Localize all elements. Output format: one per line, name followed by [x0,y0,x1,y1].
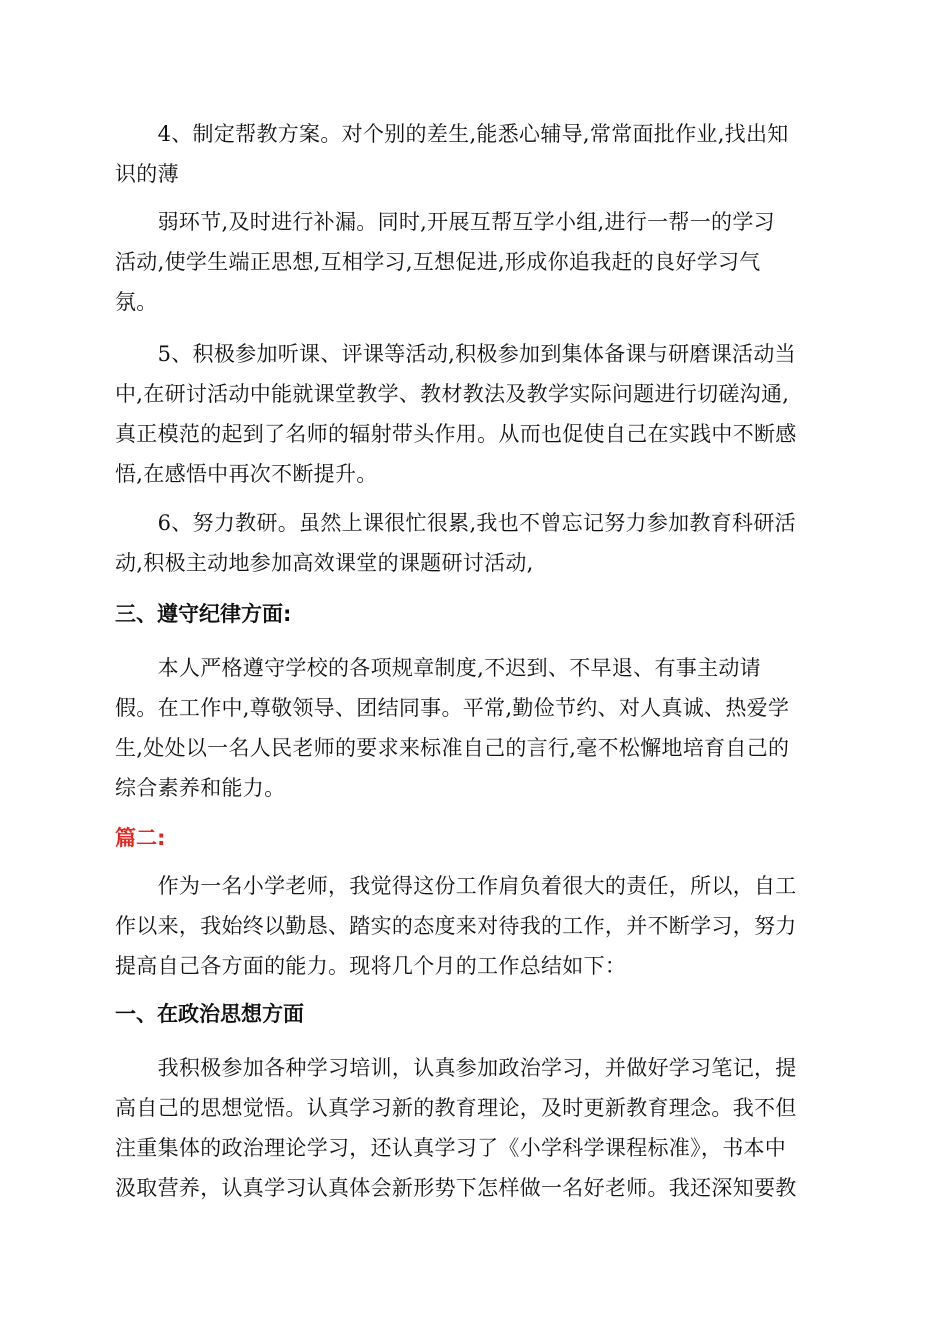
text-line: 动,积极主动地参加高效课堂的课题研讨活动, [115,551,534,575]
paragraph-discipline [115,648,835,808]
text-line: 我积极参加各种学习培训，认真参加政治学习，并做好学习笔记，提 [115,1056,797,1080]
paragraph-politics [115,1048,835,1208]
section-heading-discipline: 三、遵守纪律方面: [115,602,292,626]
text-line: 真正模范的起到了名师的辐射带头作用。从而也促使自己在实践中不断感 [115,422,797,446]
text-line: 中,在研讨活动中能就课堂教学、教材教法及教学实际问题进行切磋沟通, [115,382,790,406]
part-two-title: 篇二: [115,826,166,850]
text-line: 活动,使学生端正思想,互相学习,互想促进,形成你追我赶的良好学习气 [115,250,761,274]
text-line: 识的薄 [115,162,179,186]
paragraph-intro [115,866,835,986]
text-line: 作以来，我始终以勤恳、踏实的态度来对待我的工作，并不断学习，努力 [115,914,797,938]
text-line: 6、努力教研。虽然上课很忙很累,我也不曾忘记努力参加教育科研活 [115,511,796,535]
text-line: 氛。 [115,290,158,314]
text-line: 综合素养和能力。 [115,776,286,800]
text-line: 生,处处以一名人民老师的要求来标准自己的言行,毫不松懈地培育自己的 [115,736,790,760]
paragraph-item-6 [115,503,835,583]
text-line: 弱环节,及时进行补漏。同时,开展互帮互学小组,进行一帮一的学习 [115,210,775,234]
paragraph-item-5 [115,334,835,494]
text-line: 提高自己各方面的能力。现将几个月的工作总结如下： [115,954,627,978]
text-line: 4、制定帮教方案。对个别的差生,能悉心辅导,常常面批作业,找出知 [115,122,789,146]
text-line: 汲取营养，认真学习认真体会新形势下怎样做一名好老师。我还深知要教 [115,1176,797,1200]
text-line: 高自己的思想觉悟。认真学习新的教育理论，及时更新教育理念。我不但 [115,1096,797,1120]
text-line: 悟,在感悟中再次不断提升。 [115,462,378,486]
text-line: 5、积极参加听课、评课等活动,积极参加到集体备课与研磨课活动当 [115,342,796,366]
text-line: 作为一名小学老师，我觉得这份工作肩负着很大的责任，所以，自工 [115,874,797,898]
text-line: 假。在工作中,尊敬领导、团结同事。平常,勤俭节约、对人真诚、热爱学 [115,696,790,720]
paragraph-item-4-continued [115,202,835,322]
text-line: 本人严格遵守学校的各项规章制度,不迟到、不早退、有事主动请 [115,656,761,680]
section-heading-politics: 一、在政治思想方面 [115,1002,304,1026]
paragraph-item-4 [115,114,835,194]
text-line: 注重集体的政治理论学习，还认真学习了《小学科学课程标准》，书本中 [115,1136,787,1160]
